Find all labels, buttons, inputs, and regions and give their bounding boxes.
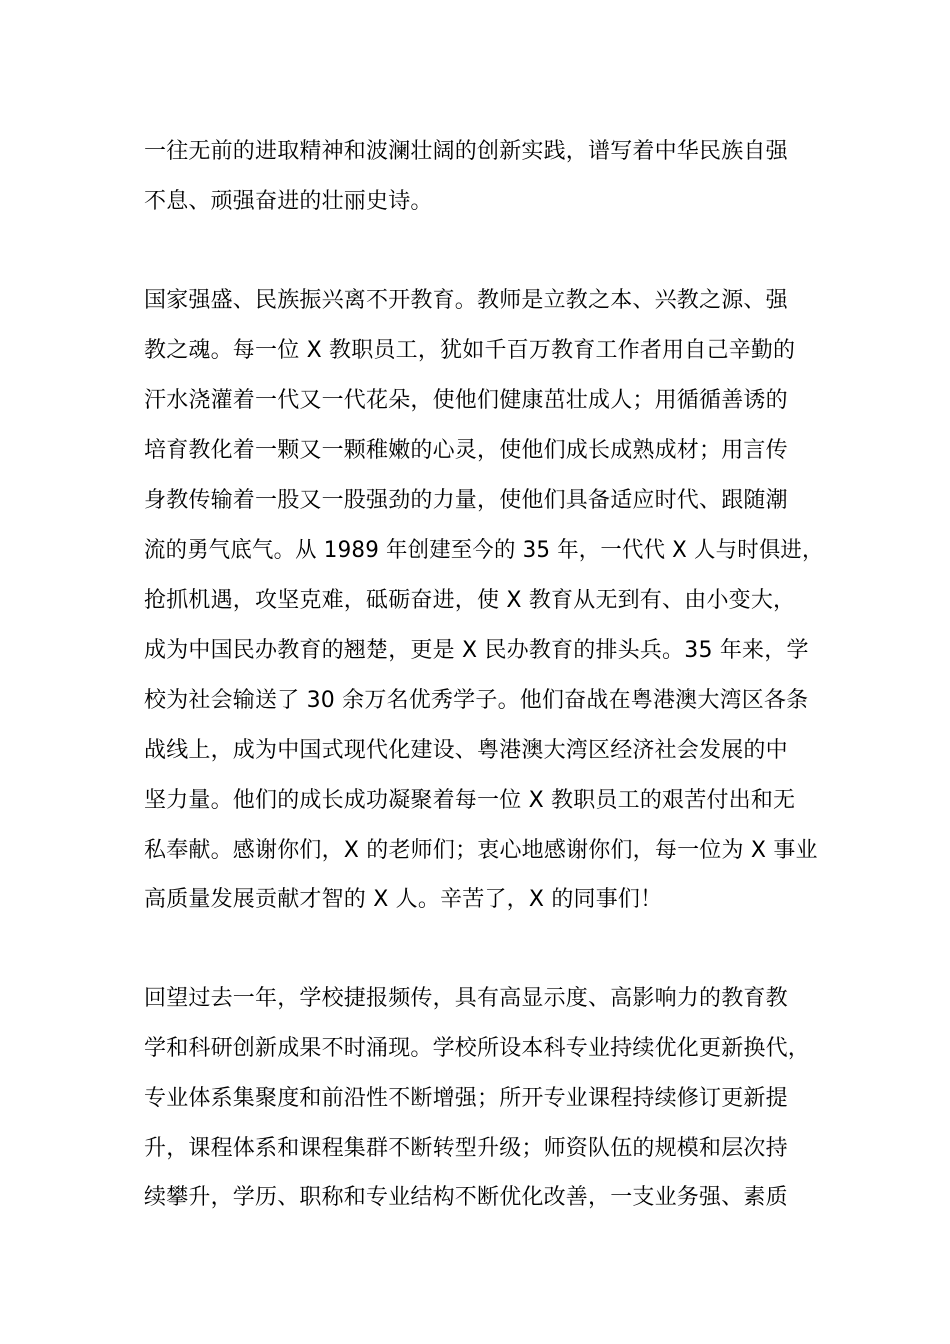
paragraph-2-line-3: 汗水浇灌着一代又一代花朵，使他们健康茁壮成人；用循循善诱的 bbox=[144, 388, 788, 413]
paragraph-2-line-6: 流的勇气底气。从 1989 年创建至今的 35 年，一代代 X 人与时俱进， bbox=[144, 538, 824, 563]
paragraph-1-line-2: 不息、顽强奋进的壮丽史诗。 bbox=[144, 189, 433, 214]
paragraph-2-line-1: 国家强盛、民族振兴离不开教育。教师是立教之本、兴教之源、强 bbox=[144, 288, 788, 313]
paragraph-2-line-12: 私奉献。感谢你们，X 的老师们；衷心地感谢你们，每一位为 X 事业 bbox=[144, 838, 818, 863]
paragraph-2-line-13: 高质量发展贡献才智的 X 人。辛苦了，X 的同事们！ bbox=[144, 887, 663, 912]
paragraph-2-line-11: 坚力量。他们的成长成功凝聚着每一位 X 教职员工的艰苦付出和无 bbox=[144, 788, 796, 813]
paragraph-3-line-2: 学和科研创新成果不时涌现。学校所设本科专业持续优化更新换代， bbox=[144, 1036, 811, 1061]
paragraph-3-line-3: 专业体系集聚度和前沿性不断增强；所开专业课程持续修订更新提 bbox=[144, 1086, 788, 1111]
paragraph-3-line-1: 回望过去一年，学校捷报频传，具有高显示度、高影响力的教育教 bbox=[144, 986, 788, 1011]
paragraph-2-line-5: 身教传输着一股又一股强劲的力量，使他们具备适应时代、跟随潮 bbox=[144, 488, 788, 513]
paragraph-2-line-10: 战线上，成为中国式现代化建设、粤港澳大湾区经济社会发展的中 bbox=[144, 738, 788, 763]
paragraph-2-line-8: 成为中国民办教育的翘楚，更是 X 民办教育的排头兵。35 年来，学 bbox=[144, 638, 809, 663]
paragraph-2-line-2: 教之魂。每一位 X 教职员工，犹如千百万教育工作者用自己辛勤的 bbox=[144, 338, 796, 363]
paragraph-3-line-5: 续攀升，学历、职称和专业结构不断优化改善，一支业务强、素质 bbox=[144, 1185, 788, 1210]
paragraph-2-line-9: 校为社会输送了 30 余万名优秀学子。他们奋战在粤港澳大湾区各条 bbox=[144, 688, 809, 713]
paragraph-2-line-7: 抢抓机遇，攻坚克难，砥砺奋进，使 X 教育从无到有、由小变大， bbox=[144, 588, 796, 613]
paragraph-2-line-4: 培育教化着一颗又一颗稚嫩的心灵，使他们成长成熟成材；用言传 bbox=[144, 438, 788, 463]
paragraph-3-line-4: 升，课程体系和课程集群不断转型升级；师资队伍的规模和层次持 bbox=[144, 1136, 788, 1161]
paragraph-1-line-1: 一往无前的进取精神和波澜壮阔的创新实践，谱写着中华民族自强 bbox=[144, 139, 788, 164]
